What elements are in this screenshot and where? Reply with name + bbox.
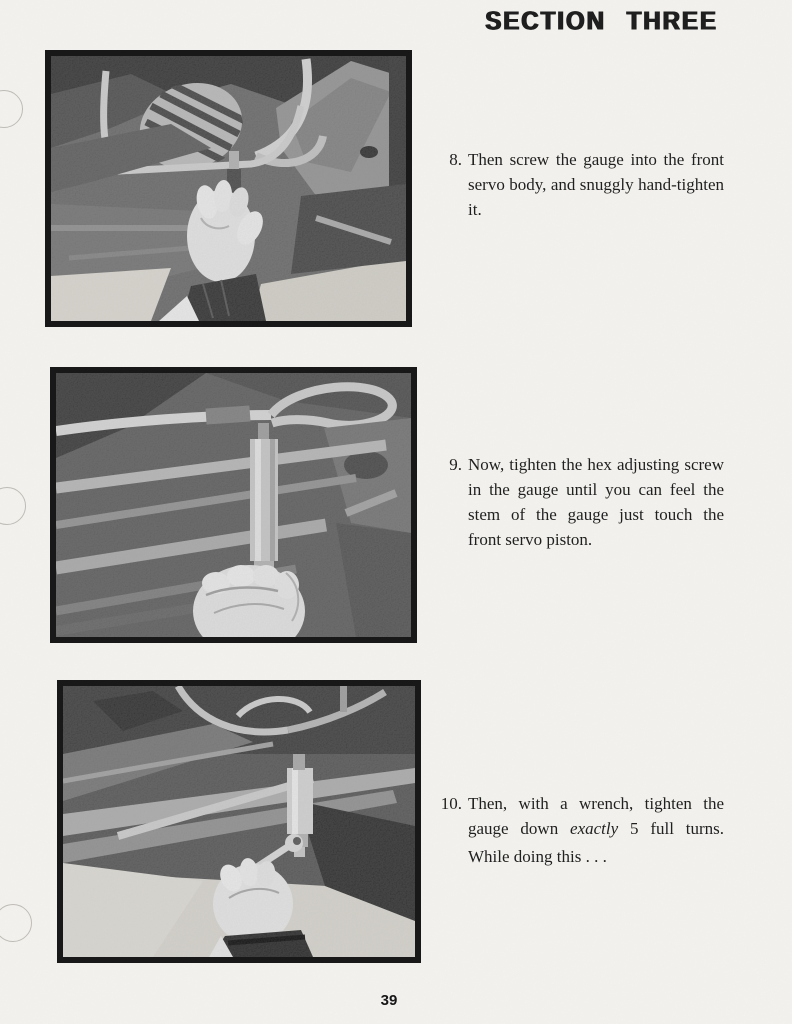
step-text-line: it. (468, 200, 482, 219)
step9-photo (50, 367, 417, 643)
step-text-line (468, 816, 724, 841)
step-10-text (468, 791, 724, 869)
binder-hole (0, 487, 26, 525)
step-text-line: While doing this . . . (468, 847, 607, 866)
step-8-text (468, 147, 724, 222)
step-10 (432, 791, 724, 869)
step-text-line: Then screw the gauge into the front (468, 150, 724, 169)
step-text-line: in the gauge until you can feel the (468, 480, 724, 499)
step-9-number: 9. (449, 455, 462, 474)
step-9 (432, 452, 724, 552)
step-text-line: servo body, and snuggly hand-tighten (468, 175, 724, 194)
step-text-italic: exactly (570, 819, 619, 838)
step-10-number: 10. (440, 794, 462, 813)
binder-hole (0, 904, 32, 942)
step-text-segment: gauge down (468, 819, 571, 838)
step8-photo (45, 50, 412, 327)
step10-photo (57, 680, 421, 963)
step-8-number: 8. (449, 150, 462, 169)
section-header: SECTION THREE (485, 7, 718, 37)
step10-photo-art (63, 686, 415, 957)
step-text-segment: 5 full turns. (618, 819, 725, 838)
step9-photo-art (56, 373, 411, 637)
page-number: 39 (380, 992, 398, 1009)
step-text-line: Then, with a wrench, tighten the (468, 794, 724, 813)
binder-hole (0, 90, 23, 128)
step-8 (432, 147, 724, 222)
step-9-text (468, 452, 724, 552)
step8-photo-art (51, 56, 406, 321)
step-text-line: front servo piston. (468, 530, 593, 549)
step-text-line: stem of the gauge just touch the (468, 505, 724, 524)
step-text-line: Now, tighten the hex adjusting screw (468, 455, 724, 474)
